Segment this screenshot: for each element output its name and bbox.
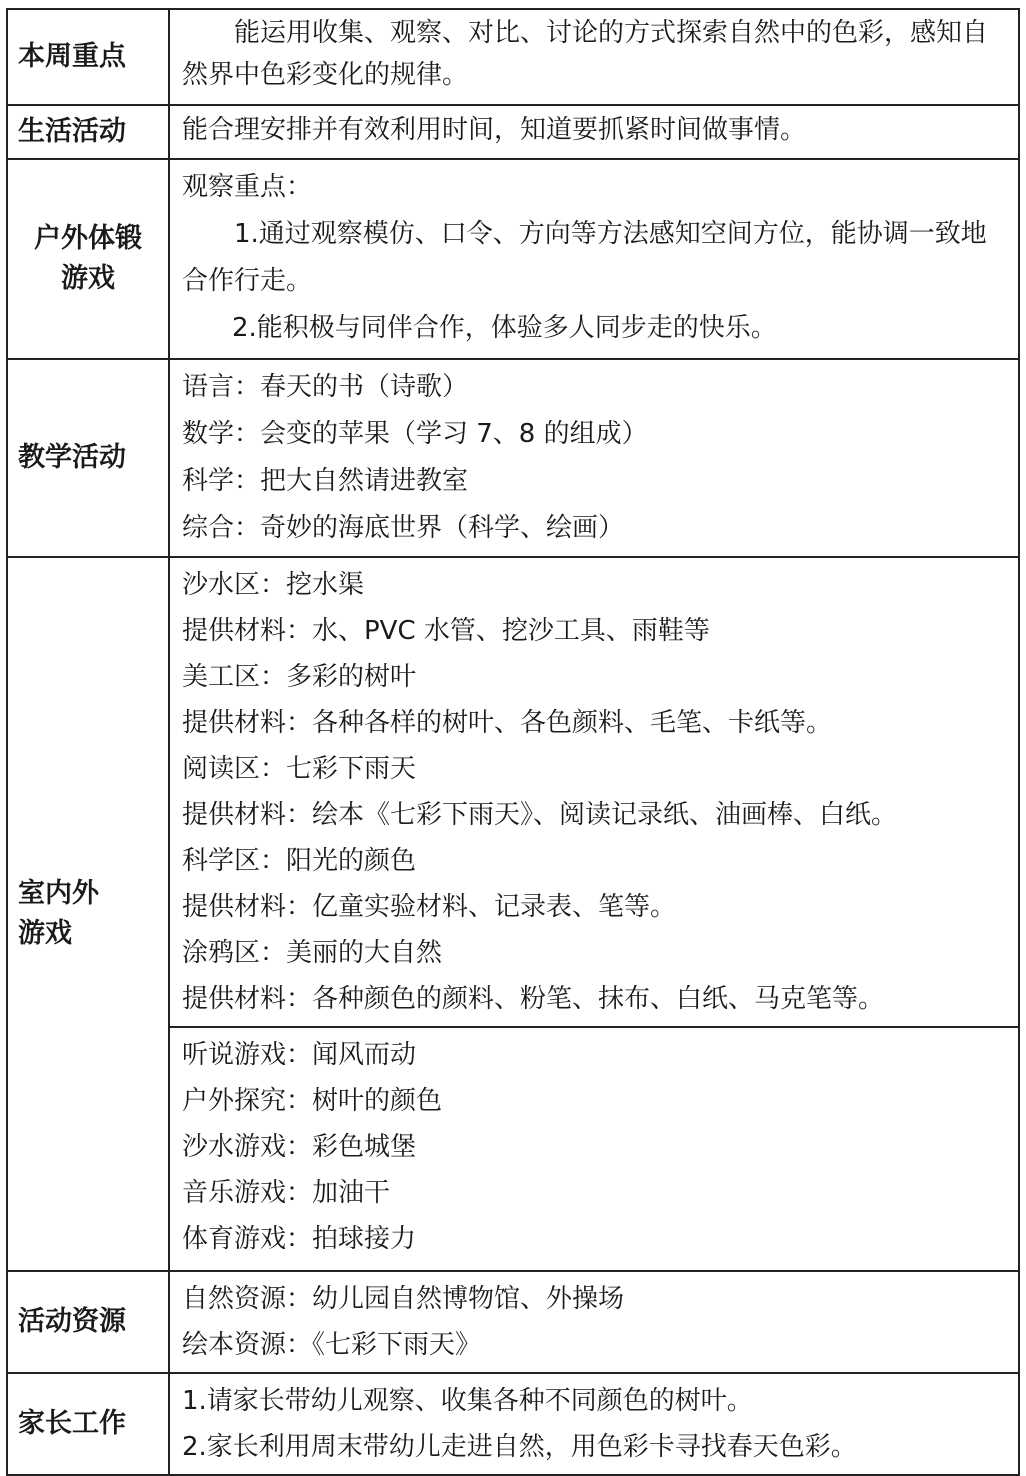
row-content [169, 557, 1019, 1027]
row-teaching-activity [7, 359, 1019, 557]
focus-text: 能运用收集、观察、对比、讨论的方式探索自然中的色彩，感知自然界中色彩变化的规律。 [182, 18, 989, 90]
list-item: 数学：会变的苹果（学习 7、8 的组成） [182, 419, 648, 449]
row-content [169, 9, 1019, 105]
list-item: 自然资源：幼儿园自然博物馆、外操场 [182, 1284, 625, 1314]
heading-line: 游戏 [61, 263, 115, 294]
weekly-plan-table [6, 8, 1020, 1476]
row-activity-resources [7, 1271, 1019, 1373]
list-item: 涂鸦区：美丽的大自然 [182, 938, 443, 968]
observation-point: 2.能积极与同伴合作，体验多人同步走的快乐。 [232, 313, 777, 343]
list-item: 沙水区：挖水渠 [182, 570, 365, 600]
life-text: 能合理安排并有效利用时间，知道要抓紧时间做事情。 [182, 115, 807, 145]
row-heading: 本周重点 [7, 9, 169, 105]
list-item: 美工区：多彩的树叶 [182, 662, 417, 692]
row-heading: 家长工作 [7, 1373, 169, 1475]
heading-line: 室内外 [18, 878, 99, 909]
list-item: 1.请家长带幼儿观察、收集各种不同颜色的树叶。 [182, 1386, 753, 1416]
list-item: 提供材料：亿童实验材料、记录表、笔等。 [182, 892, 677, 922]
list-item: 提供材料：各种颜色的颜料、粉笔、抹布、白纸、马克笔等。 [182, 984, 885, 1014]
heading-line: 户外体锻 [34, 223, 142, 254]
list-item: 科学区：阳光的颜色 [182, 846, 417, 876]
row-content [169, 159, 1019, 359]
list-item: 综合：奇妙的海底世界（科学、绘画） [182, 513, 625, 543]
list-item: 户外探究：树叶的颜色 [182, 1086, 443, 1116]
list-item: 语言：春天的书（诗歌） [182, 372, 469, 402]
row-content [169, 359, 1019, 557]
row-heading: 教学活动 [7, 359, 169, 557]
row-content [169, 105, 1019, 159]
list-item: 2.家长利用周末带幼儿走进自然，用色彩卡寻找春天色彩。 [182, 1432, 857, 1462]
row-life-activity [7, 105, 1019, 159]
list-item: 提供材料：各种各样的树叶、各色颜料、毛笔、卡纸等。 [182, 708, 833, 738]
list-item: 体育游戏：拍球接力 [182, 1224, 417, 1254]
list-item: 科学：把大自然请进教室 [182, 466, 469, 496]
observation-intro: 观察重点： [182, 172, 313, 202]
list-item: 音乐游戏：加油干 [182, 1178, 391, 1208]
row-heading [7, 557, 169, 1271]
list-item: 提供材料：水、PVC 水管、挖沙工具、雨鞋等 [182, 616, 710, 646]
list-item: 提供材料：绘本《七彩下雨天》、阅读记录纸、油画棒、白纸。 [182, 800, 898, 830]
row-heading [7, 159, 169, 359]
row-content [169, 1271, 1019, 1373]
list-item: 沙水游戏：彩色城堡 [182, 1132, 417, 1162]
list-item: 绘本资源：《七彩下雨天》 [182, 1330, 482, 1360]
row-heading: 活动资源 [7, 1271, 169, 1373]
observation-point: 1.通过观察模仿、口令、方向等方法感知空间方位，能协调一致地合作行走。 [182, 219, 987, 296]
row-content [169, 1027, 1019, 1271]
row-weekly-focus [7, 9, 1019, 105]
row-content [169, 1373, 1019, 1475]
heading-line: 游戏 [18, 918, 72, 949]
row-heading: 生活活动 [7, 105, 169, 159]
row-games-areas [7, 557, 1019, 1027]
row-parent-work [7, 1373, 1019, 1475]
list-item: 听说游戏：闻风而动 [182, 1040, 417, 1070]
list-item: 阅读区：七彩下雨天 [182, 754, 417, 784]
row-outdoor-exercise [7, 159, 1019, 359]
